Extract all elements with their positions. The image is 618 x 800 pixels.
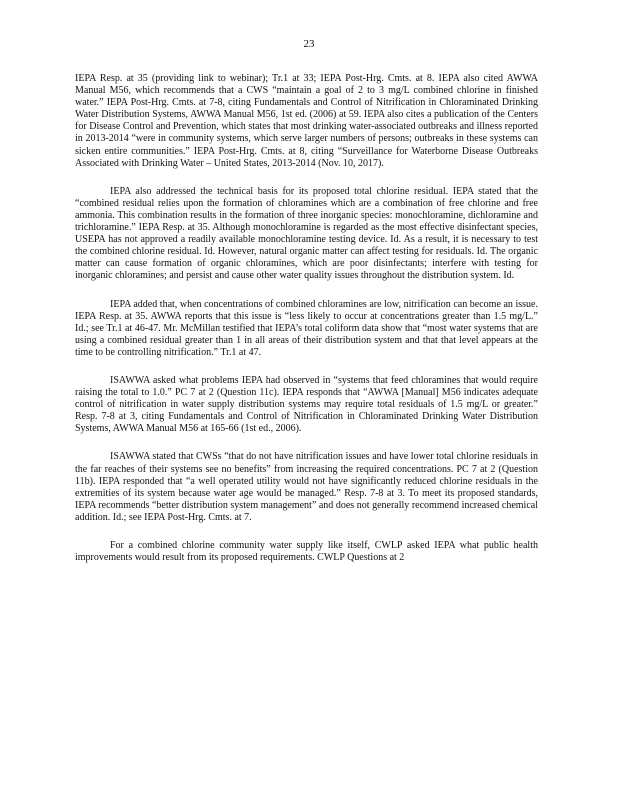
page-number: 23	[303, 38, 315, 50]
paragraph: ISAWWA asked what problems IEPA had observed in “systems that feed chloramines that would require raising the total to 1.0.” PC 7 at 2 (Question 11c). IEPA responds that “AWWA [Manual] M56 indicates adequate control of nitrification in water supply distribution systems may require total residuals of 1.5 mg/L or greater.” Resp. 7-8 at 3, citing Fundamentals and Control of Nitrification in Chloraminated Drinking Water Distribution Systems, AWWA Manual M56 at 165-66 (1st ed., 2006).	[75, 374, 538, 435]
paragraph: IEPA also addressed the technical basis for its proposed total chlorine residual. IEPA stated that the “combined residual relies upon the formation of chloramines which are a combination of free chlorine and free ammonia. This combination results in the formation of three inorganic species: monochloramine, dichloramine and trichloramine.” IEPA Resp. at 35. Although monochloramine is regarded as the most effective disinfectant species, USEPA has not approved a readily available monochloramine testing device. Id. As a result, it is necessary to test the combined chlorine residual. Id. However, natural organic matter can affect testing for residuals. Id. The organic matter can cause formation of organic chloramines, which are poor disinfectants; interfere with testing for inorganic chloramines; and persist and cause other water quality issues throughout the distribution system. Id.	[75, 185, 538, 282]
paragraph: ISAWWA stated that CWSs “that do not have nitrification issues and have lower total chlorine residuals in the far reaches of their systems see no benefits” from increasing the required concentrations. PC 7 at 2 (Question 11b). IEPA responded that “a well operated utility would not have significantly reduced chlorine residuals in the extremities of its system because water age would be managed.” Resp. 7-8 at 3. To meet its proposed standards, IEPA recommends “better distribution system management” and does not generally recommend increased chemical addition. Id.; see IEPA Post-Hrg. Cmts. at 7.	[75, 451, 538, 523]
body-text	[75, 73, 538, 580]
paragraph: IEPA added that, when concentrations of combined chloramines are low, nitrification can become an issue. IEPA Resp. at 35. AWWA reports that this issue is “less likely to occur at concentrations greater than 1.5 mg/L.” Id.; see Tr.1 at 46-47. Mr. McMillan testified that IEPA’s total coliform data show that “most water systems that are using a combined residual greater than 1 in all areas of their distribution system and that that level appears at the time to be controlling nitrification.” Tr.1 at 47.	[75, 298, 538, 358]
paragraph: IEPA Resp. at 35 (providing link to webinar); Tr.1 at 33; IEPA Post-Hrg. Cmts. at 8. IEPA also cited AWWA Manual M56, which recommends that a CWS “maintain a goal of 2 to 3 mg/L combined chlorine in finished water.” IEPA Post-Hrg. Cmts. at 7-8, citing Fundamentals and Control of Nitrification in Chloraminated Drinking Water Distribution Systems, AWWA Manual M56, 1st ed. (2006) at 59. IEPA also cites a publication of the Centers for Disease Control and Prevention, which states that most drinking water-associated outbreaks and illness reported in 2013-2014 “were in community systems, which serve larger numbers of persons; outbreaks in these systems can sicken entire communities.” IEPA Post-Hrg. Cmts. at 8, citing “Surveillance for Waterborne Disease Outbreaks Associated with Drinking Water – United States, 2013-2014 (Nov. 10, 2017).	[75, 73, 538, 169]
paragraph: For a combined chlorine community water supply like itself, CWLP asked IEPA what public health improvements would result from its proposed requirements. CWLP Questions at 2	[75, 540, 538, 564]
